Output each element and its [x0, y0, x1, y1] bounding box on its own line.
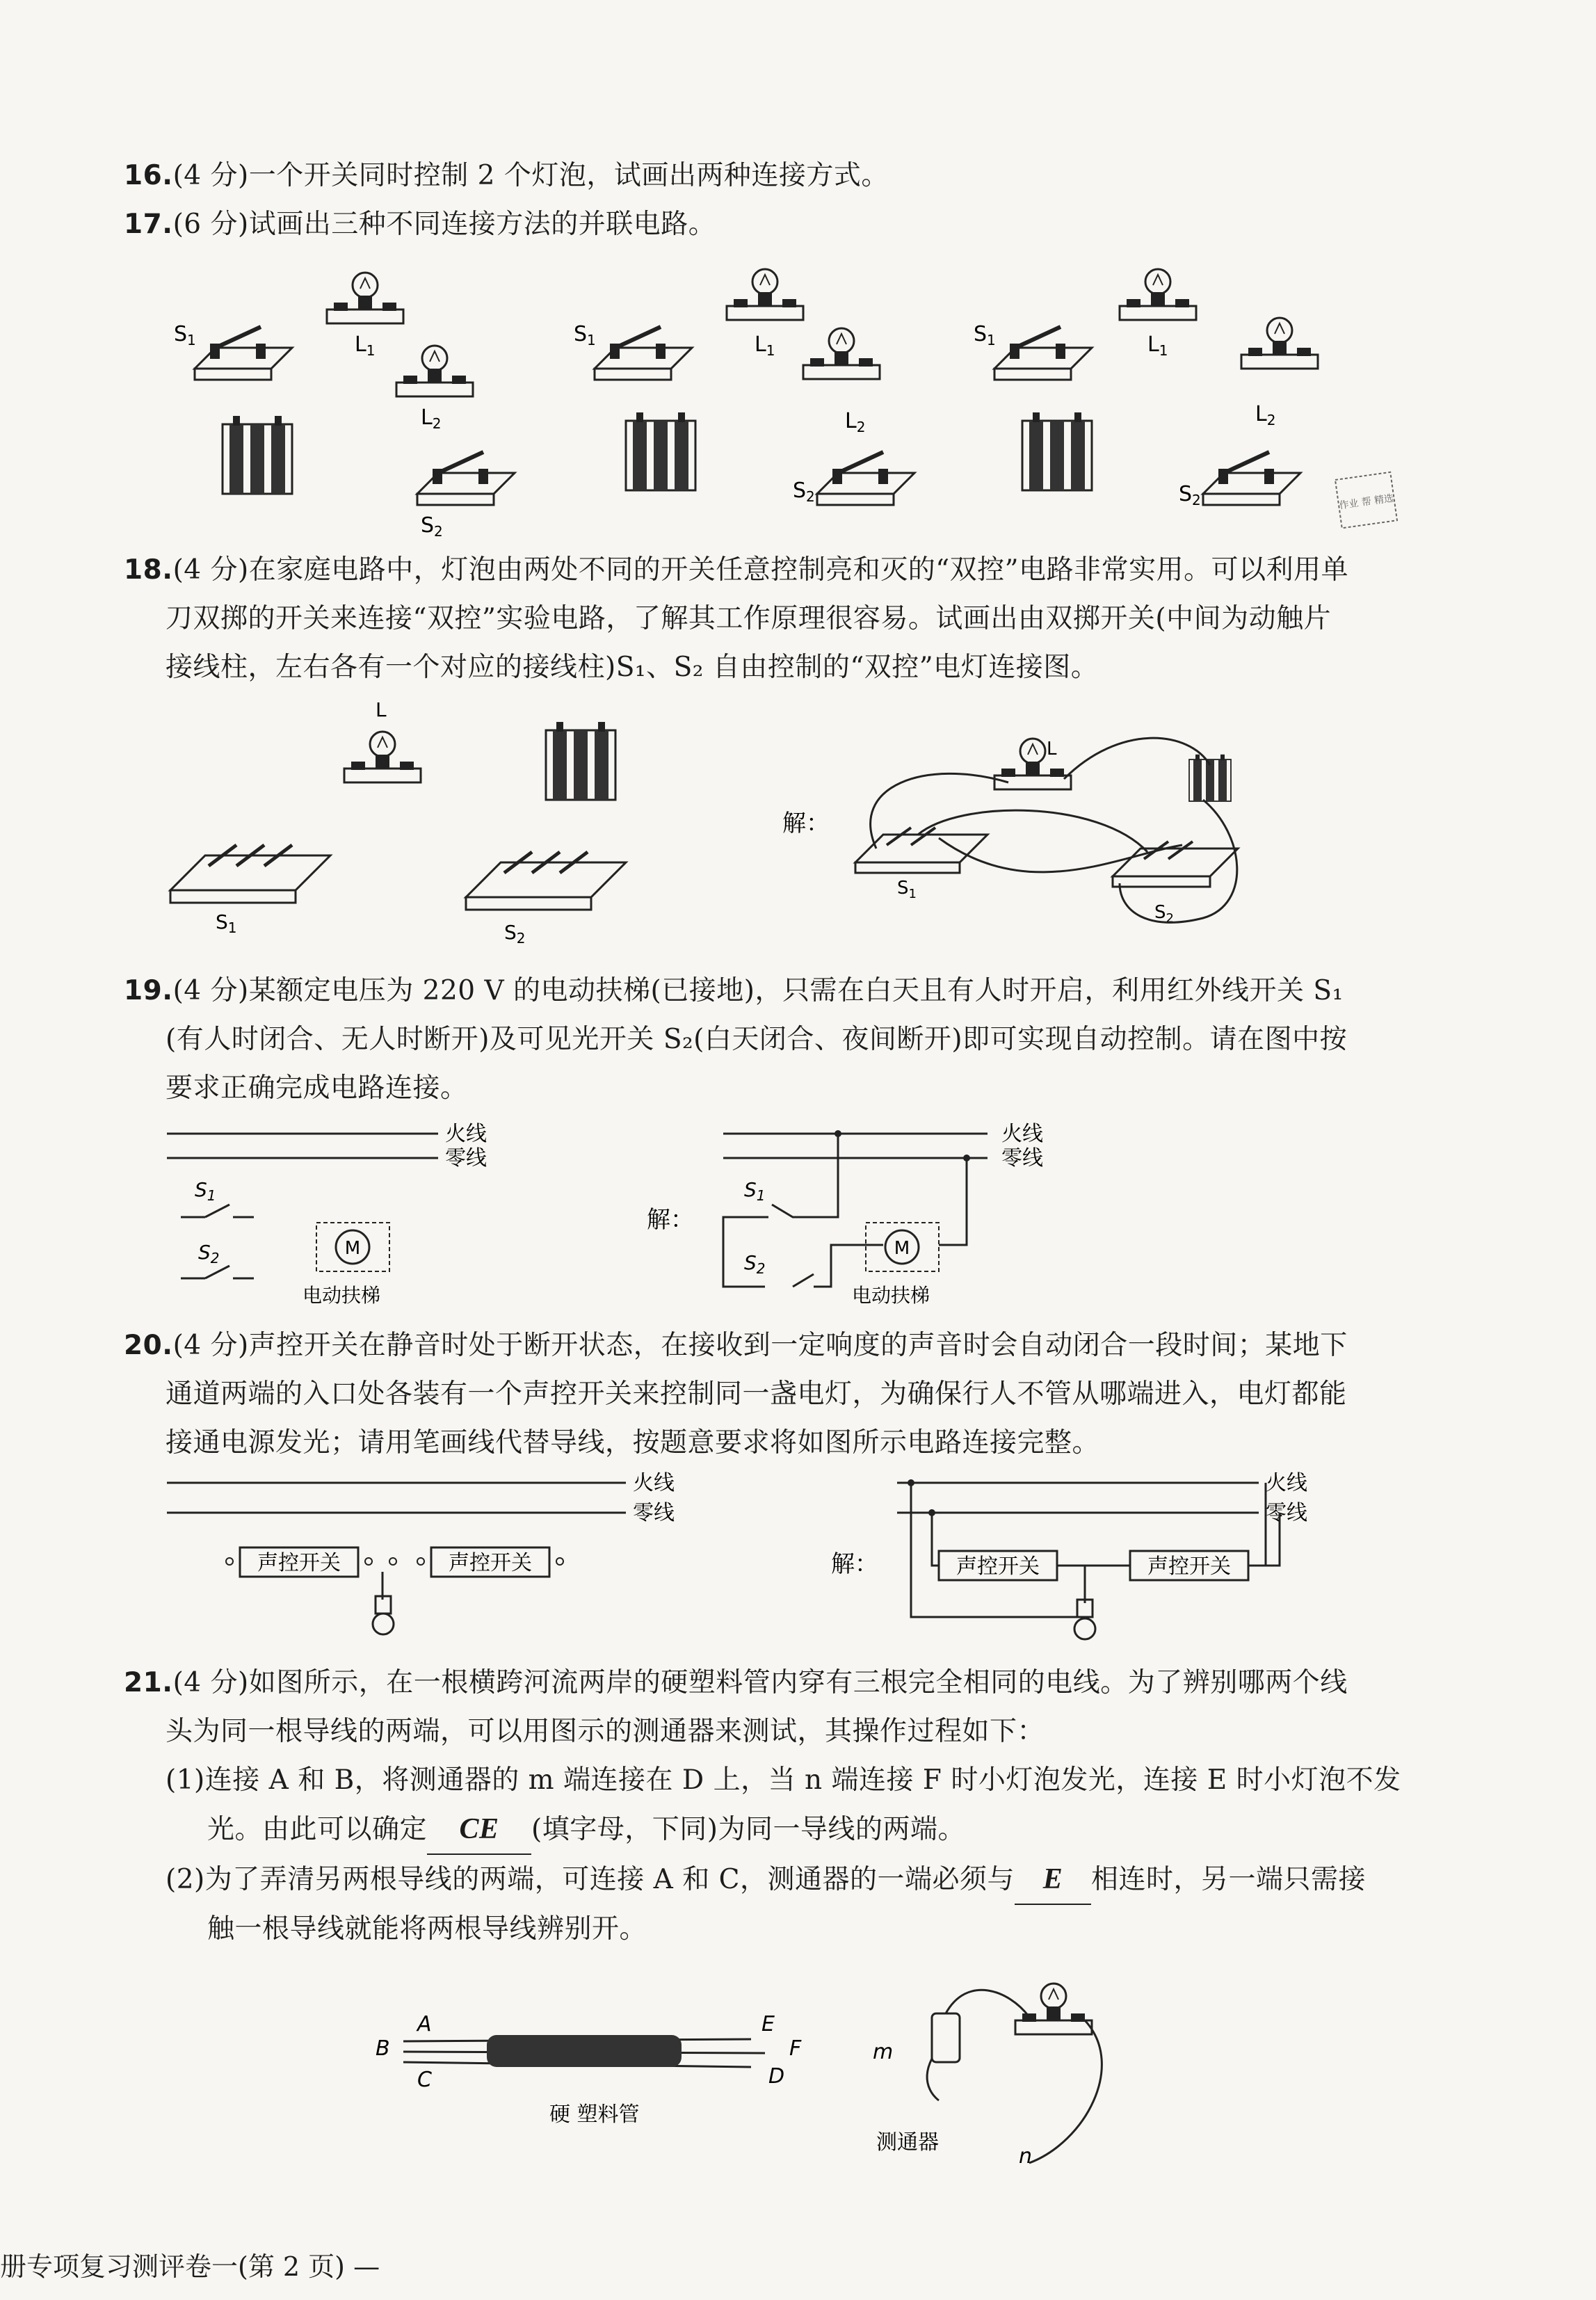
switch-icon: [595, 327, 692, 380]
lamp-icon: [1074, 1600, 1095, 1639]
answer-2: E: [1015, 1855, 1091, 1905]
question-part-2: [166, 1855, 1445, 1905]
bulb-icon: [1015, 1984, 1092, 2034]
voice-switch-label: 声控开关: [1147, 1554, 1231, 1579]
label-fire: 火线: [445, 1122, 487, 1146]
label-s2: $S_2$: [1179, 482, 1201, 508]
battery-icon: [932, 2013, 960, 2062]
label-s2: $S_2$: [793, 479, 815, 505]
battery-icon: [546, 722, 615, 800]
label-escalator: 电动扶梯: [852, 1284, 930, 1307]
label-s2: $S_2$: [1154, 902, 1174, 926]
question-21: [124, 1659, 1445, 1954]
question-part-2-cont: 触一根导线就能将两根导线辨别开。: [207, 1913, 647, 1945]
label-m: m: [873, 2040, 894, 2064]
question-number: 16.: [124, 160, 173, 191]
question-text: (6 分)试画出三种不同连接方法的并联电路。: [172, 209, 716, 240]
label-tester: 测通器: [876, 2130, 939, 2155]
label-s1: $S_1$: [574, 322, 596, 348]
question-line: 要求正确完成电路连接。: [166, 1072, 468, 1104]
switch-icon: [994, 327, 1092, 380]
bulb-icon: [327, 273, 403, 323]
question-number: 19.: [124, 975, 173, 1006]
question-16: [124, 152, 1445, 200]
label-zero: 零线: [633, 1501, 675, 1525]
bulb-icon: [344, 732, 421, 782]
label-zero: 零线: [1001, 1146, 1043, 1171]
question-part-1: (1)连接 A 和 B，将测通器的 m 端连接在 D 上，当 n 端连接 F 时小灯泡发光，连接 E 时小灯泡不发: [166, 1764, 1401, 1796]
bulb-icon: [727, 269, 803, 320]
battery-icon: [1189, 755, 1231, 801]
label-s1: $S_1$: [744, 1178, 766, 1204]
label-s1: $S_1$: [974, 322, 996, 348]
label-l: L: [376, 698, 387, 721]
question-19: [124, 967, 1445, 1113]
label-s1: $S_1$: [216, 910, 237, 936]
text: (填字母，下同)为同一导线的两端。: [531, 1814, 965, 1845]
label-l2: $L_2$: [1255, 402, 1276, 428]
dp-switch-2-answer: [1113, 842, 1238, 887]
label-l2: $L_2$: [421, 405, 442, 432]
bulb-icon: [1120, 269, 1196, 320]
question-line: (4 分)声控开关在静音时处于断开状态，在接收到一定响度的声音时会自动闭合一段时间；某地下: [172, 1330, 1348, 1361]
answer-label: 解：: [831, 1550, 878, 1578]
label-fire: 火线: [1001, 1122, 1043, 1146]
label-pipe: 硬 塑料管: [549, 2102, 640, 2127]
switch-icon: [817, 452, 914, 505]
bulb-icon: [396, 346, 473, 396]
question-line: (4 分)某额定电压为 220 V 的电动扶梯(已接地)，只需在白天且有人时开启，利用红外线开关 S₁: [172, 975, 1344, 1006]
label-l: L: [1047, 739, 1057, 759]
set-1: [174, 273, 515, 540]
stamp-text: 作业 帮 精选: [1338, 492, 1395, 512]
label-escalator: 电动扶梯: [303, 1284, 381, 1307]
switch-icon: [417, 452, 515, 505]
lamp-icon: [373, 1572, 394, 1634]
bulb-icon: [803, 328, 880, 379]
dp-switch-1: [170, 845, 330, 903]
label-s2: $S_2$: [421, 513, 443, 540]
switch-icon: [1203, 452, 1300, 505]
voice-switch-label: 声控开关: [257, 1551, 341, 1575]
label-e: E: [761, 2012, 775, 2036]
set-3: [974, 269, 1318, 508]
label-s2: $S_2$: [744, 1251, 766, 1277]
question-line: (4 分)在家庭电路中，灯泡由两处不同的开关任意控制亮和灭的“双控”电路非常实用。可以利用单: [172, 554, 1349, 586]
question-line: (有人时闭合、无人时断开)及可见光开关 S₂(白天闭合、夜间断开)即可实现自动控制。请在图中按: [166, 1024, 1348, 1055]
answer-label: 解：: [782, 810, 830, 837]
label-d: D: [768, 2064, 785, 2089]
motor-label: M: [894, 1238, 910, 1259]
label-fire: 火线: [633, 1471, 675, 1495]
question-part-1-cont: [207, 1805, 1445, 1855]
question-number: 20.: [124, 1330, 173, 1361]
text: 相连时，另一端只需接: [1090, 1864, 1366, 1895]
figure-21: [362, 1961, 1196, 2170]
figure-20: [167, 1467, 1349, 1655]
question-17: [124, 200, 1445, 249]
question-20: [124, 1321, 1445, 1467]
label-c: C: [417, 2068, 432, 2092]
figure-19: [167, 1120, 1140, 1314]
label-l1: $L_1$: [355, 332, 376, 359]
voice-switch-label: 声控开关: [449, 1551, 532, 1575]
dp-switch-1-answer: [855, 828, 988, 873]
question-line: 接通电源发光；请用笔画线代替导线，按题意要求将如图所示电路连接完整。: [166, 1427, 1100, 1458]
label-s2: $S_2$: [198, 1241, 220, 1266]
label-l1: $L_1$: [755, 332, 775, 359]
label-s1: $S_1$: [195, 1178, 216, 1204]
bulb-icon: [1241, 318, 1318, 369]
question-line: 通道两端的入口处各装有一个声控开关来控制同一盏电灯，为确保行人不管从哪端进入，电灯都能: [166, 1378, 1347, 1410]
question-number: 18.: [124, 554, 173, 586]
label-f: F: [789, 2036, 802, 2061]
question-line: 接线柱，左右各有一个对应的接线柱)S₁、S₂ 自由控制的“双控”电灯连接图。: [166, 652, 1099, 683]
pipe-icon: [487, 2035, 682, 2067]
label-s1: $S_1$: [897, 878, 917, 901]
question-18: [124, 546, 1445, 692]
set-2: [574, 269, 914, 505]
answer-wires: [871, 738, 1237, 922]
label-fire: 火线: [1266, 1471, 1307, 1495]
motor-label: M: [344, 1238, 361, 1259]
text: (2)为了弄清另两根导线的两端，可连接 A 和 C，测通器的一端必须与: [166, 1864, 1015, 1895]
label-zero: 零线: [1266, 1501, 1307, 1525]
battery-icon: [223, 416, 292, 494]
answer-label: 解：: [647, 1206, 694, 1234]
answer-1: CE: [427, 1805, 531, 1855]
battery-icon: [1022, 412, 1092, 490]
label-s1: $S_1$: [174, 322, 196, 348]
page-footer: 册专项复习测评卷一(第 2 页) —: [0, 2251, 380, 2282]
figure-18: [160, 695, 1273, 960]
question-number: 21.: [124, 1667, 173, 1698]
label-zero: 零线: [445, 1146, 487, 1171]
label-a: A: [417, 2012, 432, 2036]
question-line: (4 分)如图所示，在一根横跨河流两岸的硬塑料管内穿有三根完全相同的电线。为了辨别哪两个线: [172, 1667, 1348, 1698]
question-text: (4 分)一个开关同时控制 2 个灯泡，试画出两种连接方式。: [172, 160, 889, 191]
question-number: 17.: [124, 209, 173, 240]
stamp: [1335, 472, 1397, 528]
battery-icon: [626, 412, 695, 490]
switch-icon: [195, 327, 292, 380]
figure-17: [167, 257, 1433, 549]
text: 光。由此可以确定: [207, 1814, 428, 1845]
question-line: 刀双掷的开关来连接“双控”实验电路，了解其工作原理很容易。试画出由双掷开关(中间为动触片: [166, 603, 1332, 634]
label-s2: $S_2$: [504, 921, 526, 947]
question-line: 头为同一根导线的两端，可以用图示的测通器来测试，其操作过程如下：: [166, 1716, 1045, 1747]
label-l1: $L_1$: [1147, 332, 1168, 359]
label-b: B: [376, 2036, 390, 2061]
dp-switch-2: [466, 852, 626, 910]
voice-switch-label: 声控开关: [956, 1554, 1040, 1579]
label-l2: $L_2$: [845, 409, 866, 435]
label-n: n: [1019, 2144, 1033, 2169]
